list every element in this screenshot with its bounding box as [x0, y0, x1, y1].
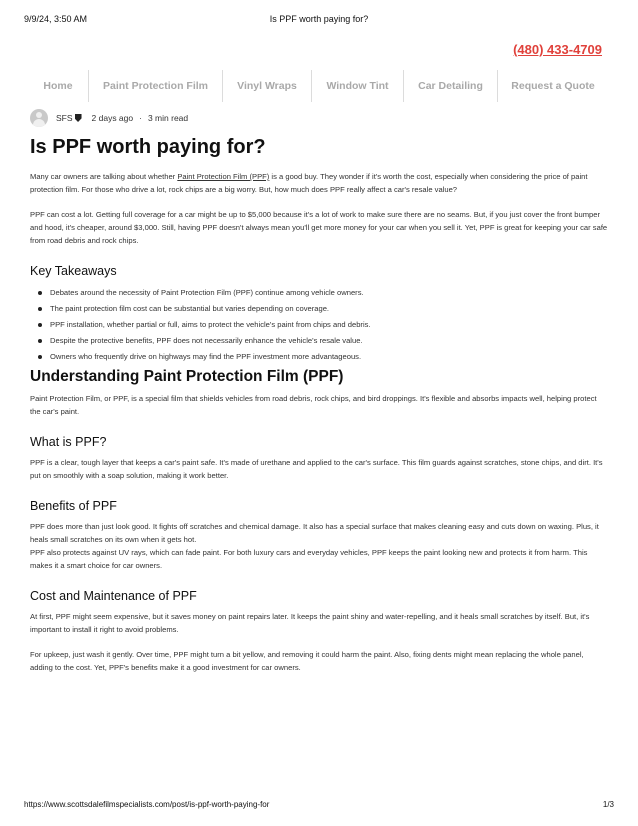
intro-text-end: is a good buy. They wonder if it's worth the cost, especially when considering the price of paint protection film. For those who drive a lot, rock chips are a big worry. But, how much does PPF really affect a car's resale value? — [30, 172, 588, 194]
list-item: PPF installation, whether partial or full, aims to protect the vehicle's paint from chips and debris. — [38, 317, 608, 333]
list-item: The paint protection film cost can be substantial but varies depending on coverage. — [38, 301, 608, 317]
what-is-ppf-paragraph: PPF is a clear, tough layer that keeps a car's paint safe. It's made of urethane and applied to the car's surface. This film guards against scratches, stone chips, and dirt. It's put on smoothly with a soap solution, making it work better. — [30, 458, 603, 480]
understanding-ppf-heading: Understanding Paint Protection Film (PPF) — [30, 368, 344, 385]
nav-item-paint-protection-film[interactable]: Paint Protection Film — [88, 70, 222, 102]
author-name[interactable]: SFS — [56, 113, 73, 123]
page-number: 1/3 — [602, 800, 614, 809]
main-nav — [28, 70, 608, 102]
cost-maintenance-heading: Cost and Maintenance of PPF — [30, 589, 197, 603]
cost-paragraph-1: At first, PPF might seem expensive, but it saves money on paint repairs later. It keeps the paint shiny and water-repelling, and it heals small scratches by itself. But, it's important to install it right to avoid problems. — [30, 612, 590, 634]
benefits-heading: Benefits of PPF — [30, 499, 117, 513]
list-item: Despite the protective benefits, PPF does not necessarily enhance the vehicle's resale value. — [38, 333, 608, 349]
intro-text-start: Many car owners are talking about whether — [30, 172, 178, 181]
post-meta — [30, 108, 188, 128]
cost-overview-paragraph: PPF can cost a lot. Getting full coverage for a car might be up to $5,000 because it's a lot of work to make sure there are no seams. But, if you just cover the front bumper and hood, it's cheaper, around $3,000. Still, having PPF doesn't always mean you'll get more money for your car when you sell it. Yet, PPF is great for keeping your car safe from road debris and rock chips. — [30, 210, 608, 245]
list-item: Owners who frequently drive on highways may find the PPF investment more advantageous. — [38, 349, 608, 365]
what-is-ppf-heading: What is PPF? — [30, 435, 107, 449]
post-date: 2 days ago — [91, 113, 134, 123]
article-title: Is PPF worth paying for? — [30, 136, 266, 158]
nav-item-vinyl-wraps[interactable]: Vinyl Wraps — [222, 70, 311, 102]
admin-badge-icon — [75, 114, 82, 122]
benefits-paragraph-1: PPF does more than just look good. It fights off scratches and chemical damage. It also has a special surface that makes cleaning easy and cuts down on waxing. Plus, it heals small scratches on its own when it gets hot. — [30, 522, 599, 544]
intro-paragraph — [30, 170, 608, 196]
print-header — [24, 14, 614, 28]
nav-item-window-tint[interactable]: Window Tint — [311, 70, 403, 102]
nav-item-home[interactable]: Home — [43, 80, 73, 92]
nav-item-car-detailing[interactable]: Car Detailing — [403, 70, 497, 102]
key-takeaways-heading: Key Takeaways — [30, 264, 117, 278]
print-datetime: 9/9/24, 3:50 AM — [24, 14, 88, 24]
article-body — [30, 132, 608, 674]
understanding-paragraph: Paint Protection Film, or PPF, is a special film that shields vehicles from road debris, rock chips, and bird droppings. It's flexible and absorbs impacts well, helping protect the car's paint. — [30, 394, 597, 416]
nav-item-request-a-quote[interactable]: Request a Quote — [497, 70, 608, 102]
phone-link[interactable]: (480) 433-4709 — [513, 42, 602, 57]
author-avatar[interactable] — [30, 109, 48, 127]
print-title: Is PPF worth paying for? — [269, 14, 369, 24]
list-item: Debates around the necessity of Paint Protection Film (PPF) continue among vehicle owners. — [38, 285, 608, 301]
meta-separator: · — [139, 113, 142, 123]
benefits-paragraph-2: PPF also protects against UV rays, which can fade paint. For both luxury cars and everyday vehicles, PPF keeps the paint looking new and protects it from harm. This makes it a smart choice for car owners. — [30, 548, 588, 570]
page-url: https://www.scottsdalefilmspecialists.com/post/is-ppf-worth-paying-for — [24, 800, 270, 809]
read-time: 3 min read — [147, 113, 189, 123]
cost-paragraph-2: For upkeep, just wash it gently. Over time, PPF might turn a bit yellow, and removing it could harm the paint. Also, fixing dents might mean replacing the whole panel, adding to the cost. Yet, PPF's benefits make it a good investment for car owners. — [30, 650, 584, 672]
ppf-link[interactable]: Paint Protection Film (PPF) — [177, 172, 270, 181]
key-takeaways-list — [30, 285, 608, 365]
print-footer — [24, 800, 614, 812]
